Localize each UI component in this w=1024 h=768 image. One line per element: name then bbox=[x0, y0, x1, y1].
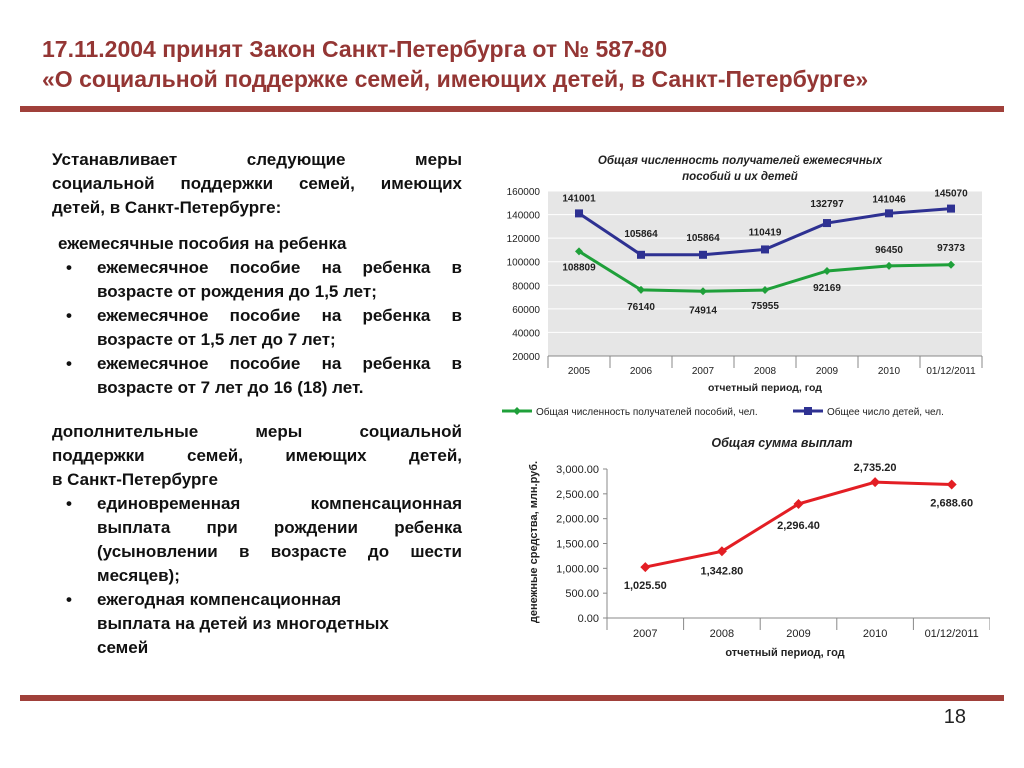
title-line-2: «О социальной поддержке семей, имеющих детей, в Санкт-Петербурге» bbox=[42, 66, 869, 92]
legend-marker-blue bbox=[804, 407, 812, 415]
x-tick-label: 01/12/2011 bbox=[926, 366, 976, 377]
x-tick-label: 2005 bbox=[567, 366, 591, 377]
payments-data-label: 2,688.60 bbox=[930, 497, 974, 510]
legend-marker-green bbox=[513, 407, 521, 415]
recipients-data-label: 97373 bbox=[937, 242, 965, 254]
children-point bbox=[637, 251, 645, 259]
children-point bbox=[575, 209, 583, 217]
list-item: • ежемесячное пособие на ребенка в возрасте от 1,5 лет до 7 лет; bbox=[66, 306, 462, 349]
x-tick-label: 2009 bbox=[815, 366, 839, 377]
recipients-data-label: 108809 bbox=[562, 262, 596, 274]
recipients-data-label: 96450 bbox=[875, 244, 903, 256]
chart1-title-line-2: пособий и их детей bbox=[682, 171, 798, 183]
group2-line-1: дополнительные меры социальной bbox=[52, 422, 462, 441]
children-data-label: 141001 bbox=[562, 193, 596, 205]
x-tick-label: 2010 bbox=[862, 628, 888, 640]
y-tick-label: 1,000.00 bbox=[556, 563, 599, 576]
measures-text bbox=[52, 148, 462, 660]
group2-line-2: поддержки семей, имеющих детей, bbox=[52, 446, 462, 465]
y-tick-label: 2,000.00 bbox=[556, 513, 599, 526]
recipients-data-label: 76140 bbox=[627, 301, 655, 313]
children-point bbox=[885, 209, 893, 217]
y-tick-label: 160000 bbox=[506, 187, 540, 198]
chart2-title: Общая сумма выплат bbox=[711, 436, 853, 450]
y-tick-label: 40000 bbox=[512, 328, 540, 340]
chart1-legend bbox=[502, 406, 944, 418]
y-tick-label: 20000 bbox=[512, 352, 540, 363]
children-point bbox=[761, 245, 769, 253]
list-item: • ежегодная компенсационная выплата на детей из многодетных семей bbox=[66, 590, 389, 657]
page-number: 18 bbox=[943, 706, 966, 728]
children-data-label: 110419 bbox=[748, 227, 782, 239]
group2-line-3: в Санкт-Петербурге bbox=[52, 470, 218, 489]
y-tick-label: 100000 bbox=[506, 257, 540, 269]
payments-point bbox=[947, 479, 957, 489]
x-tick-label: 2007 bbox=[633, 628, 658, 640]
chart2-x-axis-title: отчетный период, год bbox=[725, 647, 845, 659]
x-tick-label: 2010 bbox=[877, 366, 901, 377]
y-tick-label: 3,000.00 bbox=[556, 464, 599, 476]
children-point bbox=[823, 219, 831, 227]
chart1-x-axis-title: отчетный период, год bbox=[708, 382, 822, 394]
payments-point bbox=[640, 562, 650, 572]
slide-title bbox=[42, 34, 982, 94]
children-data-label: 105864 bbox=[624, 228, 658, 240]
y-tick-label: 80000 bbox=[512, 281, 540, 293]
children-data-label: 141046 bbox=[872, 194, 906, 206]
x-tick-label: 2008 bbox=[709, 628, 735, 640]
children-point bbox=[947, 205, 955, 213]
x-tick-label: 2008 bbox=[753, 366, 777, 377]
payments-chart bbox=[520, 432, 990, 662]
x-tick-label: 01/12/2011 bbox=[924, 628, 979, 640]
list-item: • ежемесячное пособие на ребенка в возрасте от 7 лет до 16 (18) лет. bbox=[66, 354, 462, 397]
list-item: • ежемесячное пособие на ребенка в возрасте от рождения до 1,5 лет; bbox=[66, 258, 462, 301]
intro-line-1: Устанавливает следующие меры bbox=[52, 150, 462, 169]
y-tick-label: 2,500.00 bbox=[556, 488, 599, 501]
payments-data-label: 2,296.40 bbox=[777, 519, 820, 532]
recipients-data-label: 92169 bbox=[813, 282, 841, 294]
children-data-label: 105864 bbox=[686, 232, 720, 244]
x-tick-label: 2006 bbox=[629, 366, 653, 377]
children-data-label: 145070 bbox=[934, 188, 968, 200]
legend-label-recipients: Общая численность получателей пособий, чел. bbox=[536, 407, 758, 418]
y-tick-label: 1,500.00 bbox=[556, 538, 599, 551]
top-divider bbox=[20, 106, 1004, 112]
y-tick-label: 0.00 bbox=[577, 613, 599, 625]
payments-data-label: 1,342.80 bbox=[700, 565, 744, 578]
group1-title: ежемесячные пособия на ребенка bbox=[58, 234, 347, 253]
x-tick-label: 2007 bbox=[691, 366, 715, 377]
x-tick-label: 2009 bbox=[786, 628, 811, 640]
chart2-y-axis-title: денежные средства, млн.руб. bbox=[528, 460, 540, 624]
chart1-title-line-1: Общая численность получателей ежемесячных bbox=[597, 155, 883, 167]
group1-list bbox=[52, 256, 462, 400]
y-tick-label: 120000 bbox=[506, 234, 540, 246]
title-line-1: 17.11.2004 принят Закон Санкт-Петербурга от № 587-80 bbox=[42, 36, 668, 62]
children-point bbox=[699, 251, 707, 259]
payments-data-label: 1,025.50 bbox=[623, 580, 667, 593]
recipients-chart bbox=[480, 148, 1000, 428]
children-data-label: 132797 bbox=[810, 199, 844, 211]
y-tick-label: 60000 bbox=[512, 304, 540, 316]
recipients-data-label: 75955 bbox=[751, 301, 779, 313]
payments-data-label: 2,735.20 bbox=[853, 462, 897, 475]
list-item: • единовременная компенсационная выплата при рождении ребенка (усыновлении в возрасте до шести месяцев); bbox=[66, 494, 462, 585]
group2-list bbox=[52, 492, 462, 660]
recipients-data-label: 74914 bbox=[689, 305, 717, 317]
y-tick-label: 140000 bbox=[506, 210, 540, 222]
bottom-divider bbox=[20, 695, 1004, 701]
payments-point bbox=[870, 477, 880, 487]
intro-line-2: социальной поддержки семей, имеющих bbox=[52, 174, 462, 193]
legend-label-children: Общее число детей, чел. bbox=[827, 407, 944, 418]
y-tick-label: 500.00 bbox=[565, 588, 599, 601]
intro-line-3: детей, в Санкт-Петербурге: bbox=[52, 198, 282, 217]
